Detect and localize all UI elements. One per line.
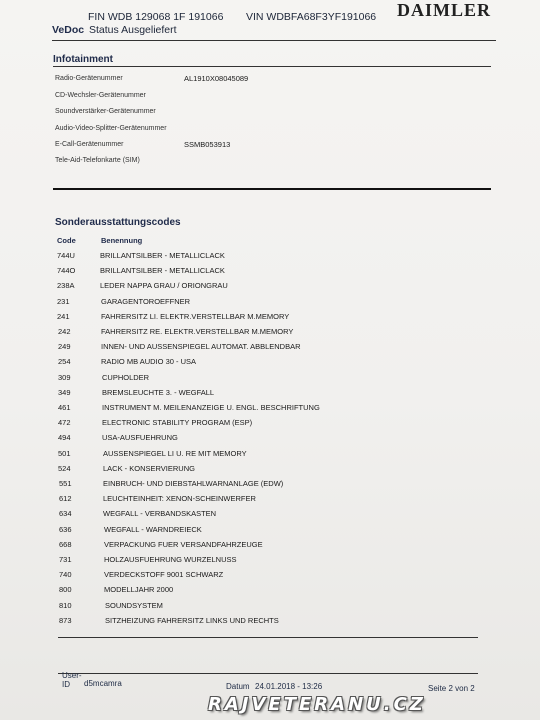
code-row	[0, 342, 540, 357]
user-id-value: d5mcamra	[84, 679, 122, 688]
code-row	[0, 555, 540, 570]
code-row	[0, 585, 540, 600]
name-cell: FAHRERSITZ LI. ELEKTR.VERSTELLBAR M.MEMORY	[101, 312, 290, 321]
info-label: Tele-Aid-Telefonkarte (SIM)	[55, 157, 140, 164]
footer-divider	[58, 673, 478, 674]
code-cell: 461	[58, 403, 71, 412]
name-cell: SITZHEIZUNG FAHRERSITZ LINKS UND RECHTS	[105, 616, 279, 625]
code-row	[0, 312, 540, 327]
code-cell: 612	[59, 494, 72, 503]
name-cell: HOLZAUSFUEHRUNG WURZELNUSS	[104, 555, 237, 564]
code-cell: 309	[58, 373, 71, 382]
name-cell: SOUNDSYSTEM	[105, 601, 163, 610]
name-cell: BRILLANTSILBER - METALLICLACK	[100, 251, 225, 260]
code-row	[0, 418, 540, 433]
name-cell: CUPHOLDER	[102, 373, 150, 382]
name-cell: INNEN- UND AUSSENSPIEGEL AUTOMAT. ABBLENDBAR	[101, 342, 301, 351]
code-row	[0, 464, 540, 479]
code-cell: 249	[58, 342, 71, 351]
section-divider	[53, 188, 491, 190]
code-row	[0, 509, 540, 524]
column-header-name: Benennung	[101, 236, 143, 245]
section-title-infotainment: Infotainment	[53, 54, 113, 65]
table-end-divider	[58, 637, 478, 638]
page-number: Seite 2 von 2	[428, 684, 475, 693]
info-label: Soundverstärker-Gerätenummer	[55, 108, 156, 115]
fin-number: FIN WDB 129068 1F 191066	[88, 11, 224, 23]
code-row	[0, 479, 540, 494]
code-cell: 744O	[57, 266, 76, 275]
code-row	[0, 540, 540, 555]
name-cell: BREMSLEUCHTE 3. - WEGFALL	[102, 388, 215, 397]
name-cell: WEGFALL - WARNDREIECK	[104, 525, 202, 534]
code-cell: 241	[57, 312, 70, 321]
vin-number: VIN WDBFA68F3YF191066	[246, 11, 377, 23]
name-cell: RADIO MB AUDIO 30 - USA	[101, 357, 197, 366]
code-cell: 740	[59, 570, 72, 579]
name-cell: MODELLJAHR 2000	[104, 585, 174, 594]
name-cell: BRILLANTSILBER - METALLICLACK	[100, 266, 225, 275]
code-cell: 472	[58, 418, 71, 427]
code-row	[0, 616, 540, 631]
code-row	[0, 357, 540, 372]
date-label: Datum	[226, 682, 250, 691]
name-cell: USA-AUSFUEHRUNG	[102, 433, 178, 442]
brand-logo: DAIMLER	[397, 0, 492, 20]
watermark-logo: RAJVETERANU.CZ	[208, 694, 426, 715]
name-cell: INSTRUMENT M. MEILENANZEIGE U. ENGL. BESCHRIFTUNG	[102, 403, 320, 412]
infotainment-divider	[53, 66, 491, 67]
code-row	[0, 297, 540, 312]
code-cell: 744U	[57, 251, 75, 260]
name-cell: VERDECKSTOFF 9001 SCHWARZ	[104, 570, 224, 579]
name-cell: LACK - KONSERVIERUNG	[103, 464, 195, 473]
app-name: VeDoc	[52, 24, 85, 36]
code-cell: 731	[59, 555, 72, 564]
header-divider	[52, 40, 496, 41]
info-label: CD-Wechsler-Gerätenummer	[55, 92, 146, 99]
code-row	[0, 388, 540, 403]
code-cell: 551	[59, 479, 72, 488]
code-cell: 800	[59, 585, 72, 594]
code-cell: 873	[59, 616, 72, 625]
name-cell: FAHRERSITZ RE. ELEKTR.VERSTELLBAR M.MEMORY	[101, 327, 294, 336]
code-row	[0, 449, 540, 464]
code-row	[0, 266, 540, 281]
code-cell: 524	[58, 464, 71, 473]
info-label: E-Call-Gerätenummer	[55, 141, 124, 148]
code-row	[0, 281, 540, 296]
status-text: Status Ausgeliefert	[89, 24, 177, 36]
name-cell: LEDER NAPPA GRAU / ORIONGRAU	[100, 281, 228, 290]
name-cell: GARAGENTOROEFFNER	[101, 297, 191, 306]
name-cell: LEUCHTEINHEIT: XENON-SCHEINWERFER	[103, 494, 256, 503]
code-cell: 242	[58, 327, 71, 336]
name-cell: VERPACKUNG FUER VERSANDFAHRZEUGE	[104, 540, 263, 549]
code-cell: 349	[58, 388, 71, 397]
code-row	[0, 494, 540, 509]
info-value: SSMB053913	[184, 140, 231, 149]
code-cell: 494	[58, 433, 71, 442]
code-row	[0, 373, 540, 388]
name-cell: AUSSENSPIEGEL LI U. RE MIT MEMORY	[103, 449, 247, 458]
code-cell: 231	[57, 297, 70, 306]
code-row	[0, 327, 540, 342]
code-row	[0, 601, 540, 616]
code-cell: 238A	[57, 281, 75, 290]
code-row	[0, 433, 540, 448]
name-cell: ELECTRONIC STABILITY PROGRAM (ESP)	[102, 418, 253, 427]
code-cell: 501	[58, 449, 71, 458]
code-cell: 636	[59, 525, 72, 534]
code-cell: 634	[59, 509, 72, 518]
code-cell: 254	[58, 357, 71, 366]
info-label: Audio-Video-Splitter-Gerätenummer	[55, 125, 167, 132]
info-value: AL1910X08045089	[184, 74, 249, 83]
code-row	[0, 525, 540, 540]
column-header-code: Code	[57, 236, 76, 245]
date-value: 24.01.2018 - 13:26	[255, 682, 323, 691]
code-row	[0, 251, 540, 266]
name-cell: WEGFALL - VERBANDSKASTEN	[103, 509, 217, 518]
code-row	[0, 403, 540, 418]
info-label: Radio-Gerätenummer	[55, 75, 123, 82]
code-cell: 810	[59, 601, 72, 610]
section-title-codes: Sonderausstattungscodes	[55, 217, 181, 228]
user-id-label: User- ID	[62, 671, 82, 689]
code-cell: 668	[59, 540, 72, 549]
name-cell: EINBRUCH- UND DIEBSTAHLWARNANLAGE (EDW)	[103, 479, 284, 488]
code-row	[0, 570, 540, 585]
